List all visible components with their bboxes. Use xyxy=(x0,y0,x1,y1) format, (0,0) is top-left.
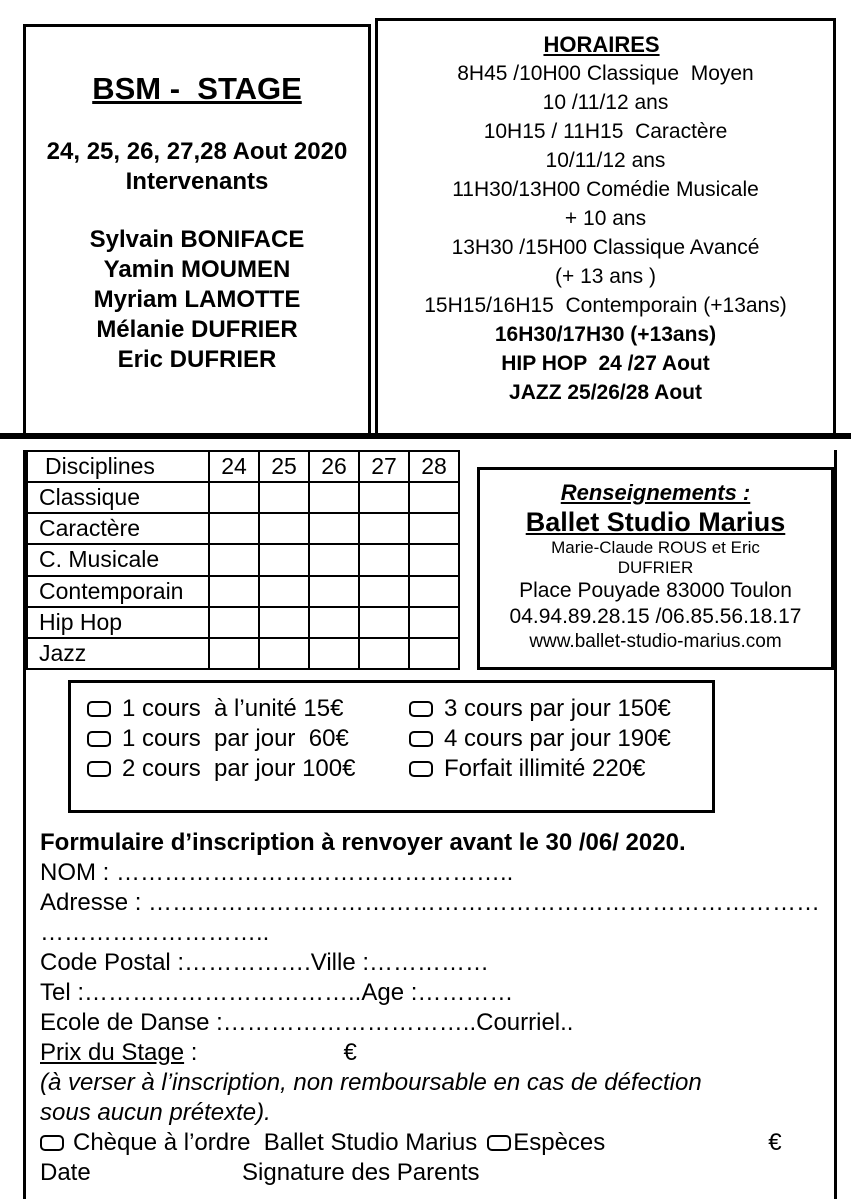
price-option-label: 1 cours à l’unité 15€ xyxy=(122,695,344,722)
stage-subtitle: Intervenants xyxy=(125,168,269,195)
studio-address: Place Pouyade 83000 Toulon xyxy=(519,579,792,602)
checkbox-icon xyxy=(87,761,111,777)
schedule-cell xyxy=(359,544,409,575)
schedule-cell xyxy=(359,576,409,607)
checkbox-icon xyxy=(409,731,433,747)
schedule-cell xyxy=(209,638,259,669)
horaires-line: 8H45 /10H00 Classique Moyen xyxy=(457,62,754,85)
price-row xyxy=(87,694,712,724)
horaires-box xyxy=(375,18,836,433)
discipline-label: Contemporain xyxy=(27,576,209,607)
renseignements-box xyxy=(477,467,834,670)
table-row xyxy=(27,576,459,607)
schedule-cell xyxy=(259,638,309,669)
schedule-cell xyxy=(209,607,259,638)
schedule-cell xyxy=(259,576,309,607)
schedule-cell xyxy=(309,513,359,544)
euro-sign: € xyxy=(343,1039,357,1066)
horaires-title: HORAIRES xyxy=(543,32,660,57)
price-option xyxy=(409,754,645,784)
discipline-label: Hip Hop xyxy=(27,607,209,638)
studio-phones: 04.94.89.28.15 /06.85.56.18.17 xyxy=(509,605,802,628)
price-option xyxy=(409,694,671,724)
checkbox-icon xyxy=(87,731,111,747)
price-option-label: Forfait illimité 220€ xyxy=(444,755,646,782)
table-row xyxy=(27,638,459,669)
discipline-label: Jazz xyxy=(27,638,209,669)
schedule-cell xyxy=(409,513,459,544)
payment-method-line xyxy=(40,1128,824,1158)
instructor-name: Sylvain BONIFACE xyxy=(89,226,305,253)
horaires-line: JAZZ 25/26/28 Aout xyxy=(509,381,702,404)
schedule-cell xyxy=(359,607,409,638)
price-option xyxy=(87,724,409,754)
schedule-cell xyxy=(259,513,309,544)
header-day: 25 xyxy=(259,451,309,482)
instructor-name: Yamin MOUMEN xyxy=(103,256,291,283)
schedule-cell xyxy=(209,482,259,513)
table-row xyxy=(27,607,459,638)
table-header-row xyxy=(27,451,459,482)
schedule-cell xyxy=(309,544,359,575)
table-row xyxy=(27,482,459,513)
header-day: 28 xyxy=(409,451,459,482)
schedule-cell xyxy=(409,638,459,669)
schedule-cell xyxy=(409,482,459,513)
schedule-cell xyxy=(359,482,409,513)
header-day: 26 xyxy=(309,451,359,482)
schedule-cell xyxy=(259,607,309,638)
nom-field-line: NOM : ………………………………………….. xyxy=(40,859,514,886)
contact-names: DUFRIER xyxy=(617,558,694,577)
price-option xyxy=(87,694,409,724)
horaires-line: 15H15/16H15 Contemporain (+13ans) xyxy=(424,294,787,317)
ecole-courriel-line: Ecole de Danse :…………………………..Courriel.. xyxy=(40,1009,574,1036)
adresse-field-line: Adresse : ………………………………………………………………………… xyxy=(40,889,821,916)
stage-info-box xyxy=(23,24,371,433)
mid-row xyxy=(26,450,834,670)
section-divider xyxy=(0,433,851,439)
payment-note-line2: sous aucun prétexte). xyxy=(40,1099,271,1126)
top-section xyxy=(0,0,851,433)
horaires-line: 10/11/12 ans xyxy=(545,149,666,172)
horaires-line: HIP HOP 24 /27 Aout xyxy=(501,352,710,375)
schedule-cell xyxy=(409,607,459,638)
schedule-cell xyxy=(309,576,359,607)
discipline-label: C. Musicale xyxy=(27,544,209,575)
header-day: 27 xyxy=(359,451,409,482)
contact-names: Marie-Claude ROUS et Eric xyxy=(551,538,760,557)
checkbox-icon xyxy=(409,761,433,777)
schedule-cell xyxy=(259,482,309,513)
cheque-label: Chèque à l’ordre Ballet Studio Marius xyxy=(73,1129,478,1156)
instructor-name: Eric DUFRIER xyxy=(117,346,277,373)
discipline-label: Classique xyxy=(27,482,209,513)
checkbox-icon xyxy=(487,1135,511,1151)
horaires-line: (+ 13 ans ) xyxy=(555,265,656,288)
price-option-label: 2 cours par jour 100€ xyxy=(122,755,356,782)
schedule-cell xyxy=(359,513,409,544)
prix-colon: : xyxy=(184,1039,198,1066)
schedule-cell xyxy=(259,544,309,575)
instructor-list xyxy=(26,225,368,375)
price-row xyxy=(87,724,712,754)
schedule-cell xyxy=(309,638,359,669)
checkbox-icon xyxy=(87,701,111,717)
schedule-cell xyxy=(359,638,409,669)
inscription-form xyxy=(26,813,834,1188)
schedule-cell xyxy=(309,607,359,638)
tel-age-line: Tel :……………………………..Age :………… xyxy=(40,979,514,1006)
table-row xyxy=(27,513,459,544)
header-disciplines: Disciplines xyxy=(27,451,209,482)
checkbox-icon xyxy=(40,1135,64,1151)
header-day: 24 xyxy=(209,451,259,482)
disciplines-table xyxy=(26,450,460,670)
horaires-line: 16H30/17H30 (+13ans) xyxy=(494,323,717,346)
schedule-cell xyxy=(209,576,259,607)
renseignements-title: Renseignements : xyxy=(560,480,751,505)
instructor-name: Mélanie DUFRIER xyxy=(96,316,298,343)
price-option-label: 3 cours par jour 150€ xyxy=(444,695,671,722)
date-label: Date xyxy=(40,1159,91,1186)
pricing-box xyxy=(68,680,715,813)
payment-note-line1: (à verser à l’inscription, non remboursable en cas de défection xyxy=(40,1069,702,1096)
horaires-line: + 10 ans xyxy=(564,207,647,230)
schedule-cell xyxy=(309,482,359,513)
code-postal-ville-line: Code Postal :…………….Ville :…………… xyxy=(40,949,490,976)
horaires-line: 10 /11/12 ans xyxy=(542,91,669,114)
form-heading: Formulaire d’inscription à renvoyer avant le 30 /06/ 2020. xyxy=(40,829,686,856)
price-row xyxy=(87,754,712,784)
checkbox-icon xyxy=(409,701,433,717)
schedule-cell xyxy=(209,544,259,575)
horaires-line: 13H30 /15H00 Classique Avancé xyxy=(451,236,760,259)
price-option xyxy=(87,754,409,784)
stage-dates: 24, 25, 26, 27,28 Aout 2020 xyxy=(46,138,348,165)
price-option-label: 1 cours par jour 60€ xyxy=(122,725,349,752)
prix-label: Prix du Stage xyxy=(40,1039,185,1066)
schedule-cell xyxy=(409,576,459,607)
stage-title: BSM - STAGE xyxy=(92,71,302,106)
signature-label: Signature des Parents xyxy=(242,1159,480,1186)
date-signature-line xyxy=(40,1158,824,1188)
body-frame xyxy=(23,450,837,1199)
adresse-field-line2: ……………………….. xyxy=(40,919,270,946)
horaires-line: 11H30/13H00 Comédie Musicale xyxy=(452,178,759,201)
price-option-label: 4 cours par jour 190€ xyxy=(444,725,671,752)
schedule-cell xyxy=(209,513,259,544)
price-option xyxy=(409,724,671,754)
studio-name: Ballet Studio Marius xyxy=(525,507,786,537)
horaires-line: 10H15 / 11H15 Caractère xyxy=(483,120,728,143)
table-row xyxy=(27,544,459,575)
discipline-label: Caractère xyxy=(27,513,209,544)
euro-sign: € xyxy=(768,1129,782,1156)
schedule-cell xyxy=(409,544,459,575)
studio-website: www.ballet-studio-marius.com xyxy=(529,631,782,652)
instructor-name: Myriam LAMOTTE xyxy=(93,286,301,313)
prix-du-stage-line xyxy=(40,1038,824,1068)
especes-label: Espèces xyxy=(513,1129,606,1156)
